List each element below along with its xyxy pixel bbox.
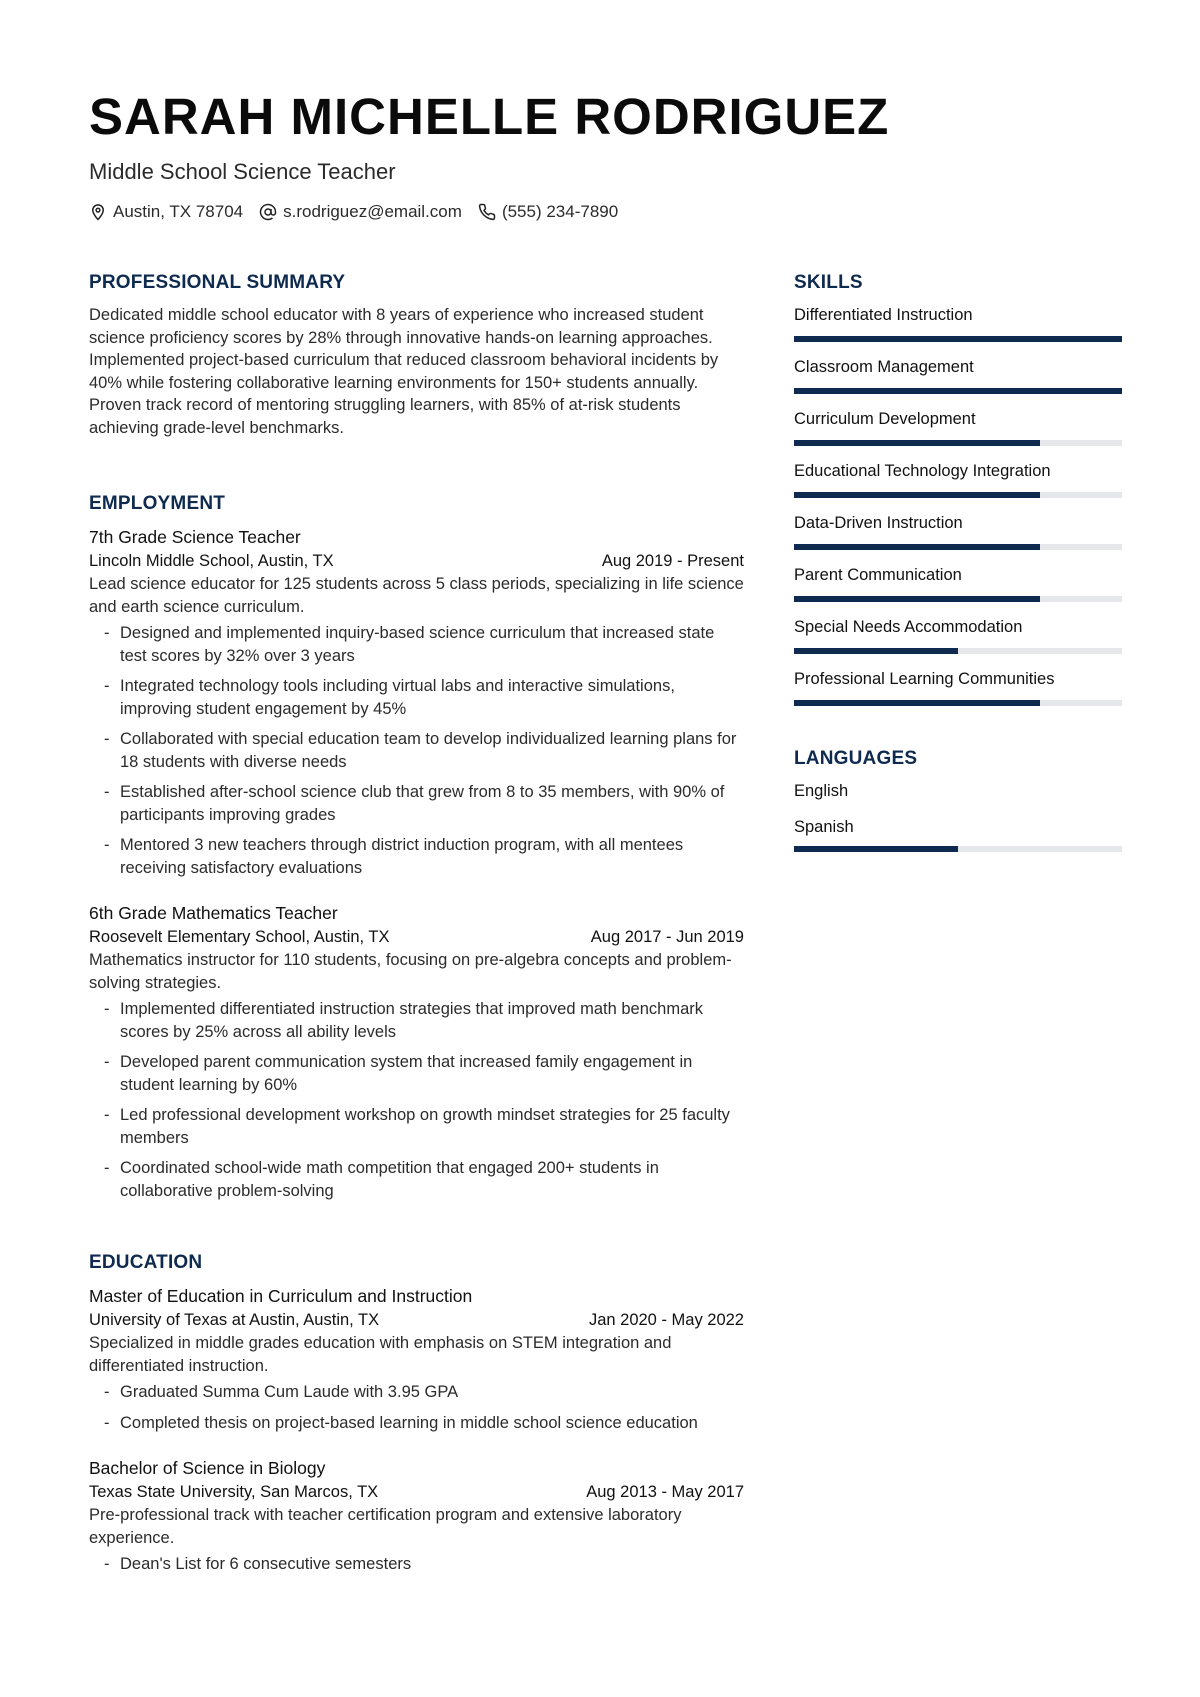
education-dates: Jan 2020 - May 2022 xyxy=(588,1311,744,1329)
summary-text: Dedicated middle school educator with 8 years of experience who increased student science proficiency scores by 28% through innovative hands-on learning approaches. Implemented project-based curriculum that reduced classroom behavioral incidents by 40% while fostering collaborative learning environments for 150+ students annually. Proven track record of mentoring struggling learners, with 85% of at-risk students achieving grade-level benchmarks. xyxy=(89,306,719,437)
dash-glyph: - xyxy=(104,1413,110,1432)
dash-glyph: - xyxy=(104,677,110,695)
skill-bar-track xyxy=(794,596,1122,602)
dash-glyph: - xyxy=(104,1383,110,1401)
skill-bar-track xyxy=(794,648,1122,654)
job-bullets xyxy=(89,622,744,879)
job-bullets xyxy=(89,998,744,1202)
side-column xyxy=(794,270,1122,866)
skill-bar-fill xyxy=(794,440,1040,446)
language-item xyxy=(794,780,1122,802)
job-entry xyxy=(89,901,744,1202)
bullet-text: Established after-school science club that grew from 8 to 35 members, with 90% of participants improving grades xyxy=(120,783,725,824)
job-title: 6th Grade Mathematics Teacher xyxy=(89,903,338,923)
email-text[interactable]: s.rodriguez@email.com xyxy=(283,202,462,221)
main-column xyxy=(89,270,744,1584)
skill-bar-fill xyxy=(794,492,1040,498)
school-name: University of Texas at Austin, Austin, TX xyxy=(89,1311,380,1329)
job-dates: Aug 2017 - Jun 2019 xyxy=(590,928,744,946)
location-text: Austin, TX 78704 xyxy=(113,202,244,221)
dash-glyph: - xyxy=(104,1106,110,1124)
dash-glyph: - xyxy=(104,730,110,748)
language-label: Spanish xyxy=(794,818,854,836)
skills-section xyxy=(794,270,1122,706)
list-item xyxy=(89,1104,744,1149)
skill-label: Educational Technology Integration xyxy=(794,462,1051,480)
bullet-text: Developed parent communication system that increased family engagement in student learning by 60% xyxy=(120,1053,693,1094)
list-item xyxy=(89,1051,744,1096)
language-label: English xyxy=(794,782,849,800)
dash-glyph: - xyxy=(104,1555,110,1573)
contact-phone[interactable] xyxy=(478,202,618,222)
phone-icon xyxy=(478,203,496,221)
bullet-text: Integrated technology tools including virtual labs and interactive simulations, improving student engagement by 45% xyxy=(120,677,675,718)
job-entry xyxy=(89,525,744,879)
education-dates: Aug 2013 - May 2017 xyxy=(586,1483,744,1501)
bullet-text: Dean's List for 6 consecutive semesters xyxy=(120,1555,412,1573)
degree-title: Master of Education in Curriculum and Instruction xyxy=(89,1286,473,1306)
skill-bar-fill xyxy=(794,596,1040,602)
list-item xyxy=(89,728,744,773)
bullet-text: Implemented differentiated instruction strategies that improved math benchmark scores by 25% across all ability levels xyxy=(120,1000,703,1041)
job-description: Lead science educator for 125 students across 5 class periods, specializing in life science and earth science curriculum. xyxy=(89,575,744,616)
job-org: Lincoln Middle School, Austin, TX xyxy=(89,552,334,570)
languages-section xyxy=(794,746,1122,852)
education-meta xyxy=(89,1480,744,1504)
school-name: Texas State University, San Marcos, TX xyxy=(89,1483,379,1501)
degree-title: Bachelor of Science in Biology xyxy=(89,1458,326,1478)
bullet-text: Designed and implemented inquiry-based science curriculum that increased state test scores by 32% over 3 years xyxy=(120,624,715,665)
list-item xyxy=(89,622,744,667)
skill-bar-fill xyxy=(794,700,1040,706)
education-entry xyxy=(89,1456,744,1576)
skill-label: Professional Learning Communities xyxy=(794,670,1055,688)
contact-location xyxy=(89,202,243,222)
skill-bar-track xyxy=(794,440,1122,446)
dash-glyph: - xyxy=(104,1053,110,1071)
skills-heading: SKILLS xyxy=(794,272,863,293)
phone-text[interactable]: (555) 234-7890 xyxy=(501,202,619,221)
skill-bar-fill xyxy=(794,544,1040,550)
skill-label: Data-Driven Instruction xyxy=(794,514,963,532)
job-description: Mathematics instructor for 110 students, focusing on pre-algebra concepts and problem-solving strategies. xyxy=(89,951,732,992)
skill-bar-track xyxy=(794,336,1122,342)
education-description: Pre-professional track with teacher certification program and extensive laboratory experience. xyxy=(89,1506,682,1547)
education-meta xyxy=(89,1308,744,1332)
candidate-title: Middle School Science Teacher xyxy=(89,159,396,184)
language-item xyxy=(794,816,1122,852)
list-item xyxy=(89,1157,744,1202)
job-meta xyxy=(89,549,744,573)
skill-label: Special Needs Accommodation xyxy=(794,618,1023,636)
education-heading: EDUCATION xyxy=(89,1252,203,1273)
skill-item xyxy=(794,304,1122,342)
education-description: Specialized in middle grades education with emphasis on STEM integration and differentiated instruction. xyxy=(89,1334,672,1375)
candidate-name: SARAH MICHELLE RODRIGUEZ xyxy=(89,88,890,145)
skill-bar-track xyxy=(794,544,1122,550)
skill-bar-track xyxy=(794,700,1122,706)
dash-glyph: - xyxy=(104,1159,110,1177)
list-item xyxy=(89,675,744,720)
employment-section xyxy=(89,491,744,1202)
job-dates: Aug 2019 - Present xyxy=(601,552,744,570)
list-item xyxy=(89,998,744,1043)
education-bullets xyxy=(89,1381,744,1434)
contact-row xyxy=(89,200,634,224)
skill-bar-fill xyxy=(794,388,1122,394)
skill-item xyxy=(794,564,1122,602)
skill-label: Curriculum Development xyxy=(794,410,976,428)
bullet-text: Completed thesis on project-based learning in middle school science education xyxy=(120,1413,698,1432)
skill-item xyxy=(794,356,1122,394)
bullet-text: Collaborated with special education team to develop individualized learning plans for 18 students with diverse needs xyxy=(120,730,737,771)
dash-glyph: - xyxy=(104,624,110,642)
summary-section xyxy=(89,270,744,439)
skill-bar-fill xyxy=(794,648,958,654)
at-sign-icon xyxy=(259,203,277,221)
dash-glyph: - xyxy=(104,1000,110,1018)
skill-item xyxy=(794,408,1122,446)
job-title: 7th Grade Science Teacher xyxy=(89,527,301,547)
language-bar-track xyxy=(794,846,1122,852)
location-pin-icon xyxy=(89,203,107,221)
dash-glyph: - xyxy=(104,836,110,854)
list-item xyxy=(89,1553,744,1576)
skill-bar-track xyxy=(794,492,1122,498)
dash-glyph: - xyxy=(104,783,110,801)
language-bar-fill xyxy=(794,846,958,852)
skill-bar-fill xyxy=(794,336,1122,342)
list-item xyxy=(89,1381,744,1404)
job-meta xyxy=(89,925,744,949)
languages-heading: LANGUAGES xyxy=(794,748,918,769)
bullet-text: Led professional development workshop on growth mindset strategies for 25 faculty members xyxy=(120,1106,730,1147)
summary-heading: PROFESSIONAL SUMMARY xyxy=(89,272,346,293)
skill-label: Parent Communication xyxy=(794,566,962,584)
job-org: Roosevelt Elementary School, Austin, TX xyxy=(89,928,390,946)
list-item xyxy=(89,781,744,826)
bullet-text: Graduated Summa Cum Laude with 3.95 GPA xyxy=(120,1383,459,1401)
education-entry xyxy=(89,1284,744,1434)
skill-item xyxy=(794,668,1122,706)
skill-label: Classroom Management xyxy=(794,358,974,376)
employment-heading: EMPLOYMENT xyxy=(89,493,226,514)
skill-item xyxy=(794,616,1122,654)
bullet-text: Coordinated school-wide math competition that engaged 200+ students in collaborative problem-solving xyxy=(120,1159,659,1200)
education-section xyxy=(89,1250,744,1576)
list-item xyxy=(89,834,744,879)
education-bullets xyxy=(89,1553,744,1576)
list-item xyxy=(89,1412,744,1435)
skill-item xyxy=(794,460,1122,498)
skill-item xyxy=(794,512,1122,550)
skill-bar-track xyxy=(794,388,1122,394)
skill-label: Differentiated Instruction xyxy=(794,306,973,324)
contact-email[interactable] xyxy=(259,202,462,222)
bullet-text: Mentored 3 new teachers through district induction program, with all mentees receiving satisfactory evaluations xyxy=(120,836,684,877)
